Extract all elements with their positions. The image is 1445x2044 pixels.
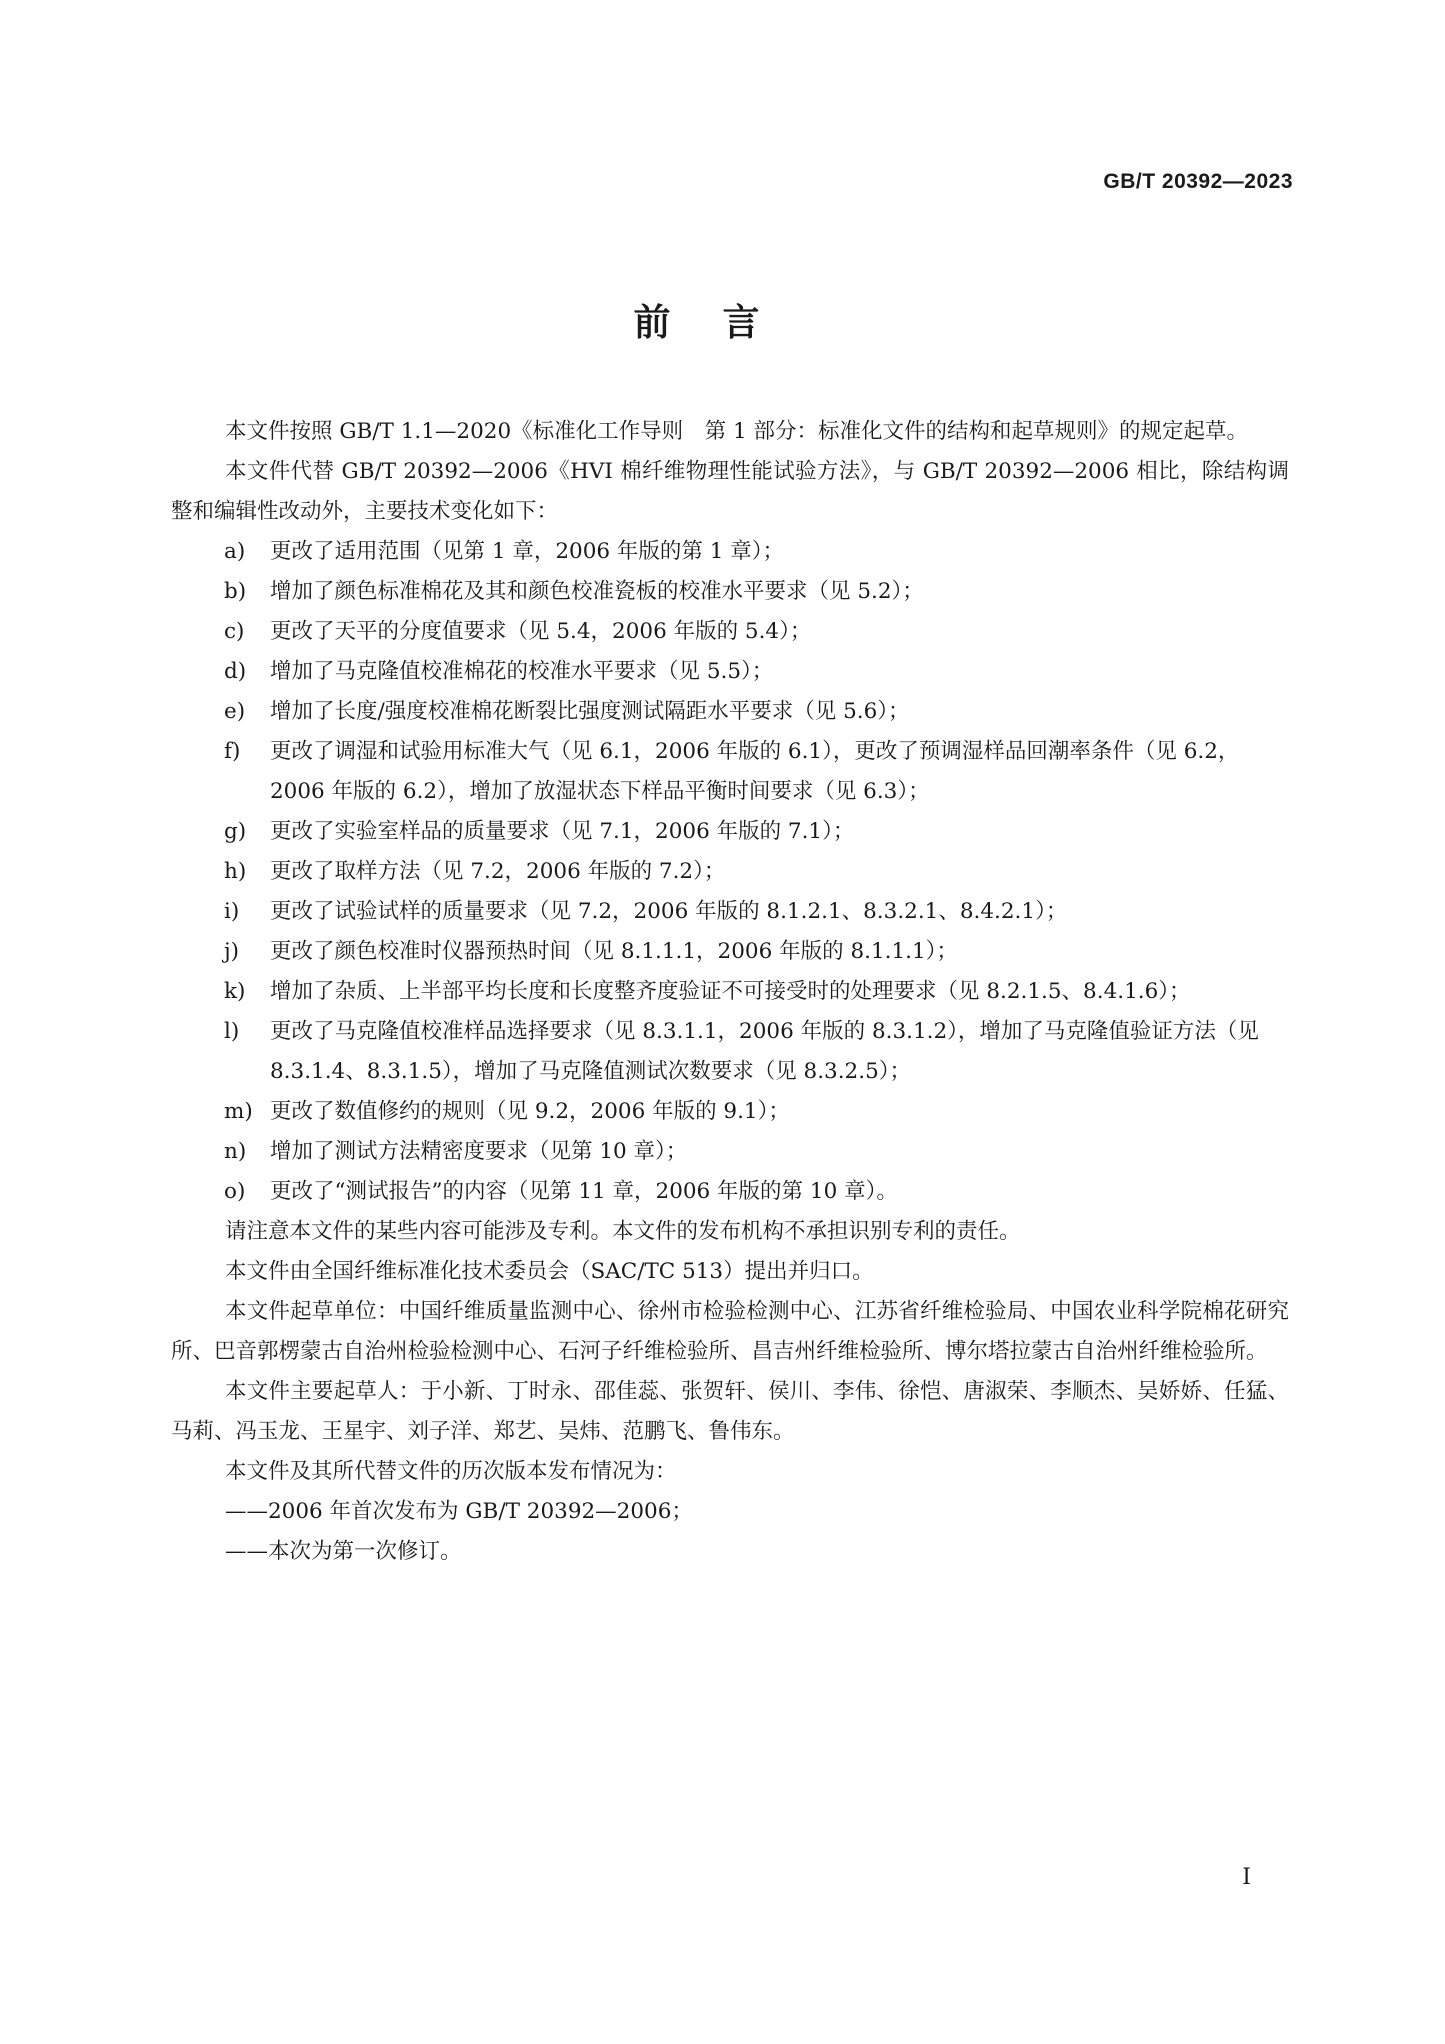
list-item-text: 增加了长度/强度校准棉花断裂比强度测试隔距水平要求（见 5.6）；	[270, 699, 910, 724]
list-item-text: 更改了颜色校准时仪器预热时间（见 8.1.1.1，2006 年版的 8.1.1.1）；	[270, 939, 958, 964]
list-item	[171, 612, 1289, 652]
intro-paragraph: 本文件代替 GB/T 20392—2006《HVI 棉纤维物理性能试验方法》，与 GB/T 20392—2006 相比，除结构调整和编辑性改动外，主要技术变化如下：	[171, 459, 1289, 524]
list-item	[171, 972, 1289, 1012]
list-item	[171, 1012, 1289, 1092]
list-item	[171, 812, 1289, 852]
committee-paragraph: 本文件由全国纤维标准化技术委员会（SAC/TC 513）提出并归口。	[225, 1259, 874, 1284]
foreword-content	[171, 412, 1289, 1572]
page-number: I	[1242, 1865, 1251, 1890]
list-item	[171, 1092, 1289, 1132]
list-item	[171, 932, 1289, 972]
list-item	[171, 732, 1289, 812]
page-title: 前言	[633, 301, 812, 344]
list-item-text: 更改了马克隆值校准样品选择要求（见 8.3.1.1，2006 年版的 8.3.1.2），增加了马克隆值验证方法（见 8.3.1.4、8.3.1.5），增加了马克隆值测试次数要求（见 8.3.2.5）；	[270, 1019, 1259, 1084]
list-item-text: 增加了颜色标准棉花及其和颜色校准瓷板的校准水平要求（见 5.2）；	[270, 579, 924, 604]
list-item-text: 更改了适用范围（见第 1 章，2006 年版的第 1 章）；	[270, 539, 784, 564]
list-item-text: 增加了马克隆值校准棉花的校准水平要求（见 5.5）；	[270, 659, 774, 684]
history-intro: 本文件及其所代替文件的历次版本发布情况为：	[225, 1459, 677, 1484]
history-item: ——本次为第一次修订。	[225, 1539, 462, 1564]
list-item-label: e)	[224, 699, 246, 724]
list-item	[171, 852, 1289, 892]
list-item-text: 增加了杂质、上半部平均长度和长度整齐度验证不可接受时的处理要求（见 8.2.1.5、8.4.1.6）；	[270, 979, 1191, 1004]
list-item	[171, 532, 1289, 572]
list-item-text: 增加了测试方法精密度要求（见第 10 章）；	[270, 1139, 688, 1164]
list-item-label: c)	[224, 619, 245, 644]
list-item-label: h)	[224, 859, 247, 884]
list-item-text: 更改了调湿和试验用标准大气（见 6.1，2006 年版的 6.1），更改了预调湿样品回潮率条件（见 6.2，2006 年版的 6.2），增加了放湿状态下样品平衡时间要求（见 6.3）；	[270, 739, 1240, 804]
list-item	[171, 1172, 1289, 1212]
list-item	[171, 652, 1289, 692]
patent-notice: 请注意本文件的某些内容可能涉及专利。本文件的发布机构不承担识别专利的责任。	[225, 1219, 1021, 1244]
list-item-text: 更改了“测试报告”的内容（见第 11 章，2006 年版的第 10 章）。	[270, 1179, 898, 1204]
list-item-label: a)	[224, 539, 246, 564]
list-item-text: 更改了取样方法（见 7.2，2006 年版的 7.2）；	[270, 859, 726, 884]
list-item-label: k)	[224, 979, 246, 1004]
list-item-text: 更改了试验试样的质量要求（见 7.2，2006 年版的 8.1.2.1、8.3.2.1、8.4.2.1）；	[270, 899, 1068, 924]
list-item-label: d)	[224, 659, 247, 684]
drafters-paragraph: 本文件主要起草人：于小新、丁时永、邵佳蕊、张贺轩、侯川、李伟、徐恺、唐淑荣、李顺杰、吴娇娇、任猛、马莉、冯玉龙、王星宇、刘子洋、郑艺、吴炜、范鹏飞、鲁伟东。	[171, 1379, 1289, 1444]
list-item-label: f)	[224, 739, 241, 764]
list-item	[171, 572, 1289, 612]
document-id: GB/T 20392—2023	[1103, 170, 1293, 193]
list-item	[171, 892, 1289, 932]
changes-list	[171, 532, 1289, 1212]
drafting-units-paragraph: 本文件起草单位：中国纤维质量监测中心、徐州市检验检测中心、江苏省纤维检验局、中国农业科学院棉花研究所、巴音郭楞蒙古自治州检验检测中心、石河子纤维检验所、昌吉州纤维检验所、博尔塔拉蒙古自治州纤维检验所。	[171, 1299, 1289, 1364]
list-item-label: i)	[224, 899, 240, 924]
history-item: ——2006 年首次发布为 GB/T 20392—2006；	[225, 1499, 693, 1524]
list-item-label: n)	[224, 1139, 247, 1164]
list-item	[171, 692, 1289, 732]
list-item-label: o)	[224, 1179, 246, 1204]
list-item-label: j)	[224, 939, 240, 964]
list-item	[171, 1132, 1289, 1172]
list-item-text: 更改了实验室样品的质量要求（见 7.1，2006 年版的 7.1）；	[270, 819, 855, 844]
list-item-label: l)	[224, 1019, 240, 1044]
list-item-label: g)	[224, 819, 247, 844]
list-item-label: m)	[224, 1099, 253, 1124]
list-item-text: 更改了数值修约的规则（见 9.2，2006 年版的 9.1）；	[270, 1099, 790, 1124]
intro-paragraph: 本文件按照 GB/T 1.1—2020《标准化工作导则 第 1 部分：标准化文件的结构和起草规则》的规定起草。	[225, 419, 1248, 444]
list-item-text: 更改了天平的分度值要求（见 5.4，2006 年版的 5.4）；	[270, 619, 812, 644]
list-item-label: b)	[224, 579, 247, 604]
